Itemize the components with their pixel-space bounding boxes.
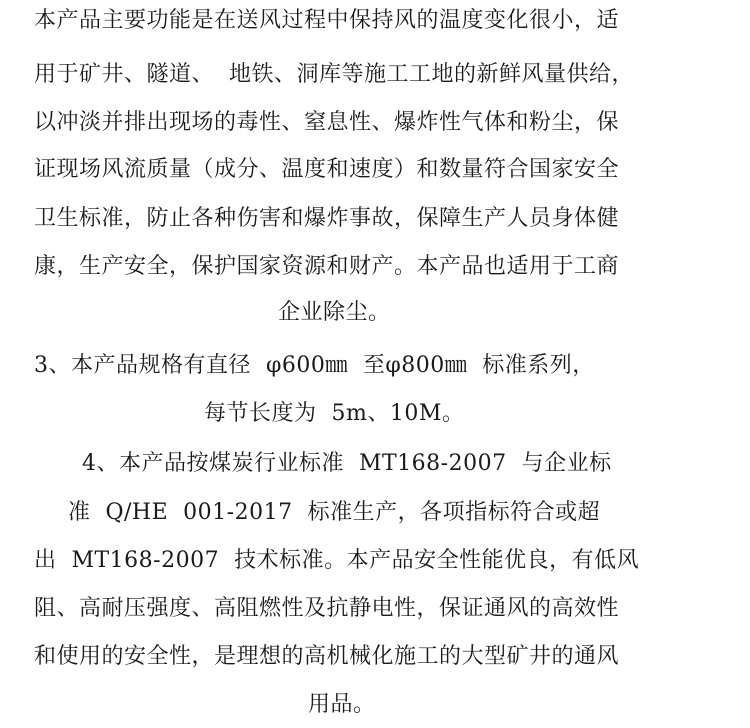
spec-line-1: 3、本产品规格有直径 φ600㎜ 至φ800㎜ 标准系列， bbox=[34, 353, 595, 378]
paragraph-line-4: 证现场风流质量（成分、温度和速度）和数量符合国家安全 bbox=[34, 157, 620, 182]
standard-line-3: 出 MT168-2007 技术标准。本产品安全性能优良，有低风 bbox=[34, 548, 640, 573]
standard-line-6: 用品。 bbox=[308, 692, 376, 717]
paragraph-line-2: 用于矿井、隧道、 地铁、洞库等施工工地的新鲜风量供给， bbox=[34, 62, 634, 87]
paragraph-line-7: 企业除尘。 bbox=[278, 300, 391, 325]
paragraph-line-1: 本产品主要功能是在送风过程中保持风的温度变化很小，适 bbox=[34, 8, 620, 33]
paragraph-line-6: 康，生产安全，保护国家资源和财产。本产品也适用于工商 bbox=[34, 254, 620, 279]
standard-line-1: 4、本产品按煤炭行业标准 MT168-2007 与企业标 bbox=[82, 451, 612, 476]
paragraph-line-3: 以冲淡并排出现场的毒性、窒息性、爆炸性气体和粉尘，保 bbox=[34, 110, 620, 135]
spec-line-2: 每节长度为 5m、10M。 bbox=[204, 401, 465, 426]
standard-line-5: 和使用的安全性，是理想的高机械化施工的大型矿井的通风 bbox=[34, 644, 620, 669]
standard-line-4: 阻、高耐压强度、高阻燃性及抗静电性，保证通风的高效性 bbox=[34, 596, 620, 621]
paragraph-line-5: 卫生标准，防止各种伤害和爆炸事故，保障生产人员身体健 bbox=[34, 206, 620, 231]
standard-line-2: 准 Q/HE 001-2017 标准生产，各项指标符合或超 bbox=[68, 500, 601, 525]
